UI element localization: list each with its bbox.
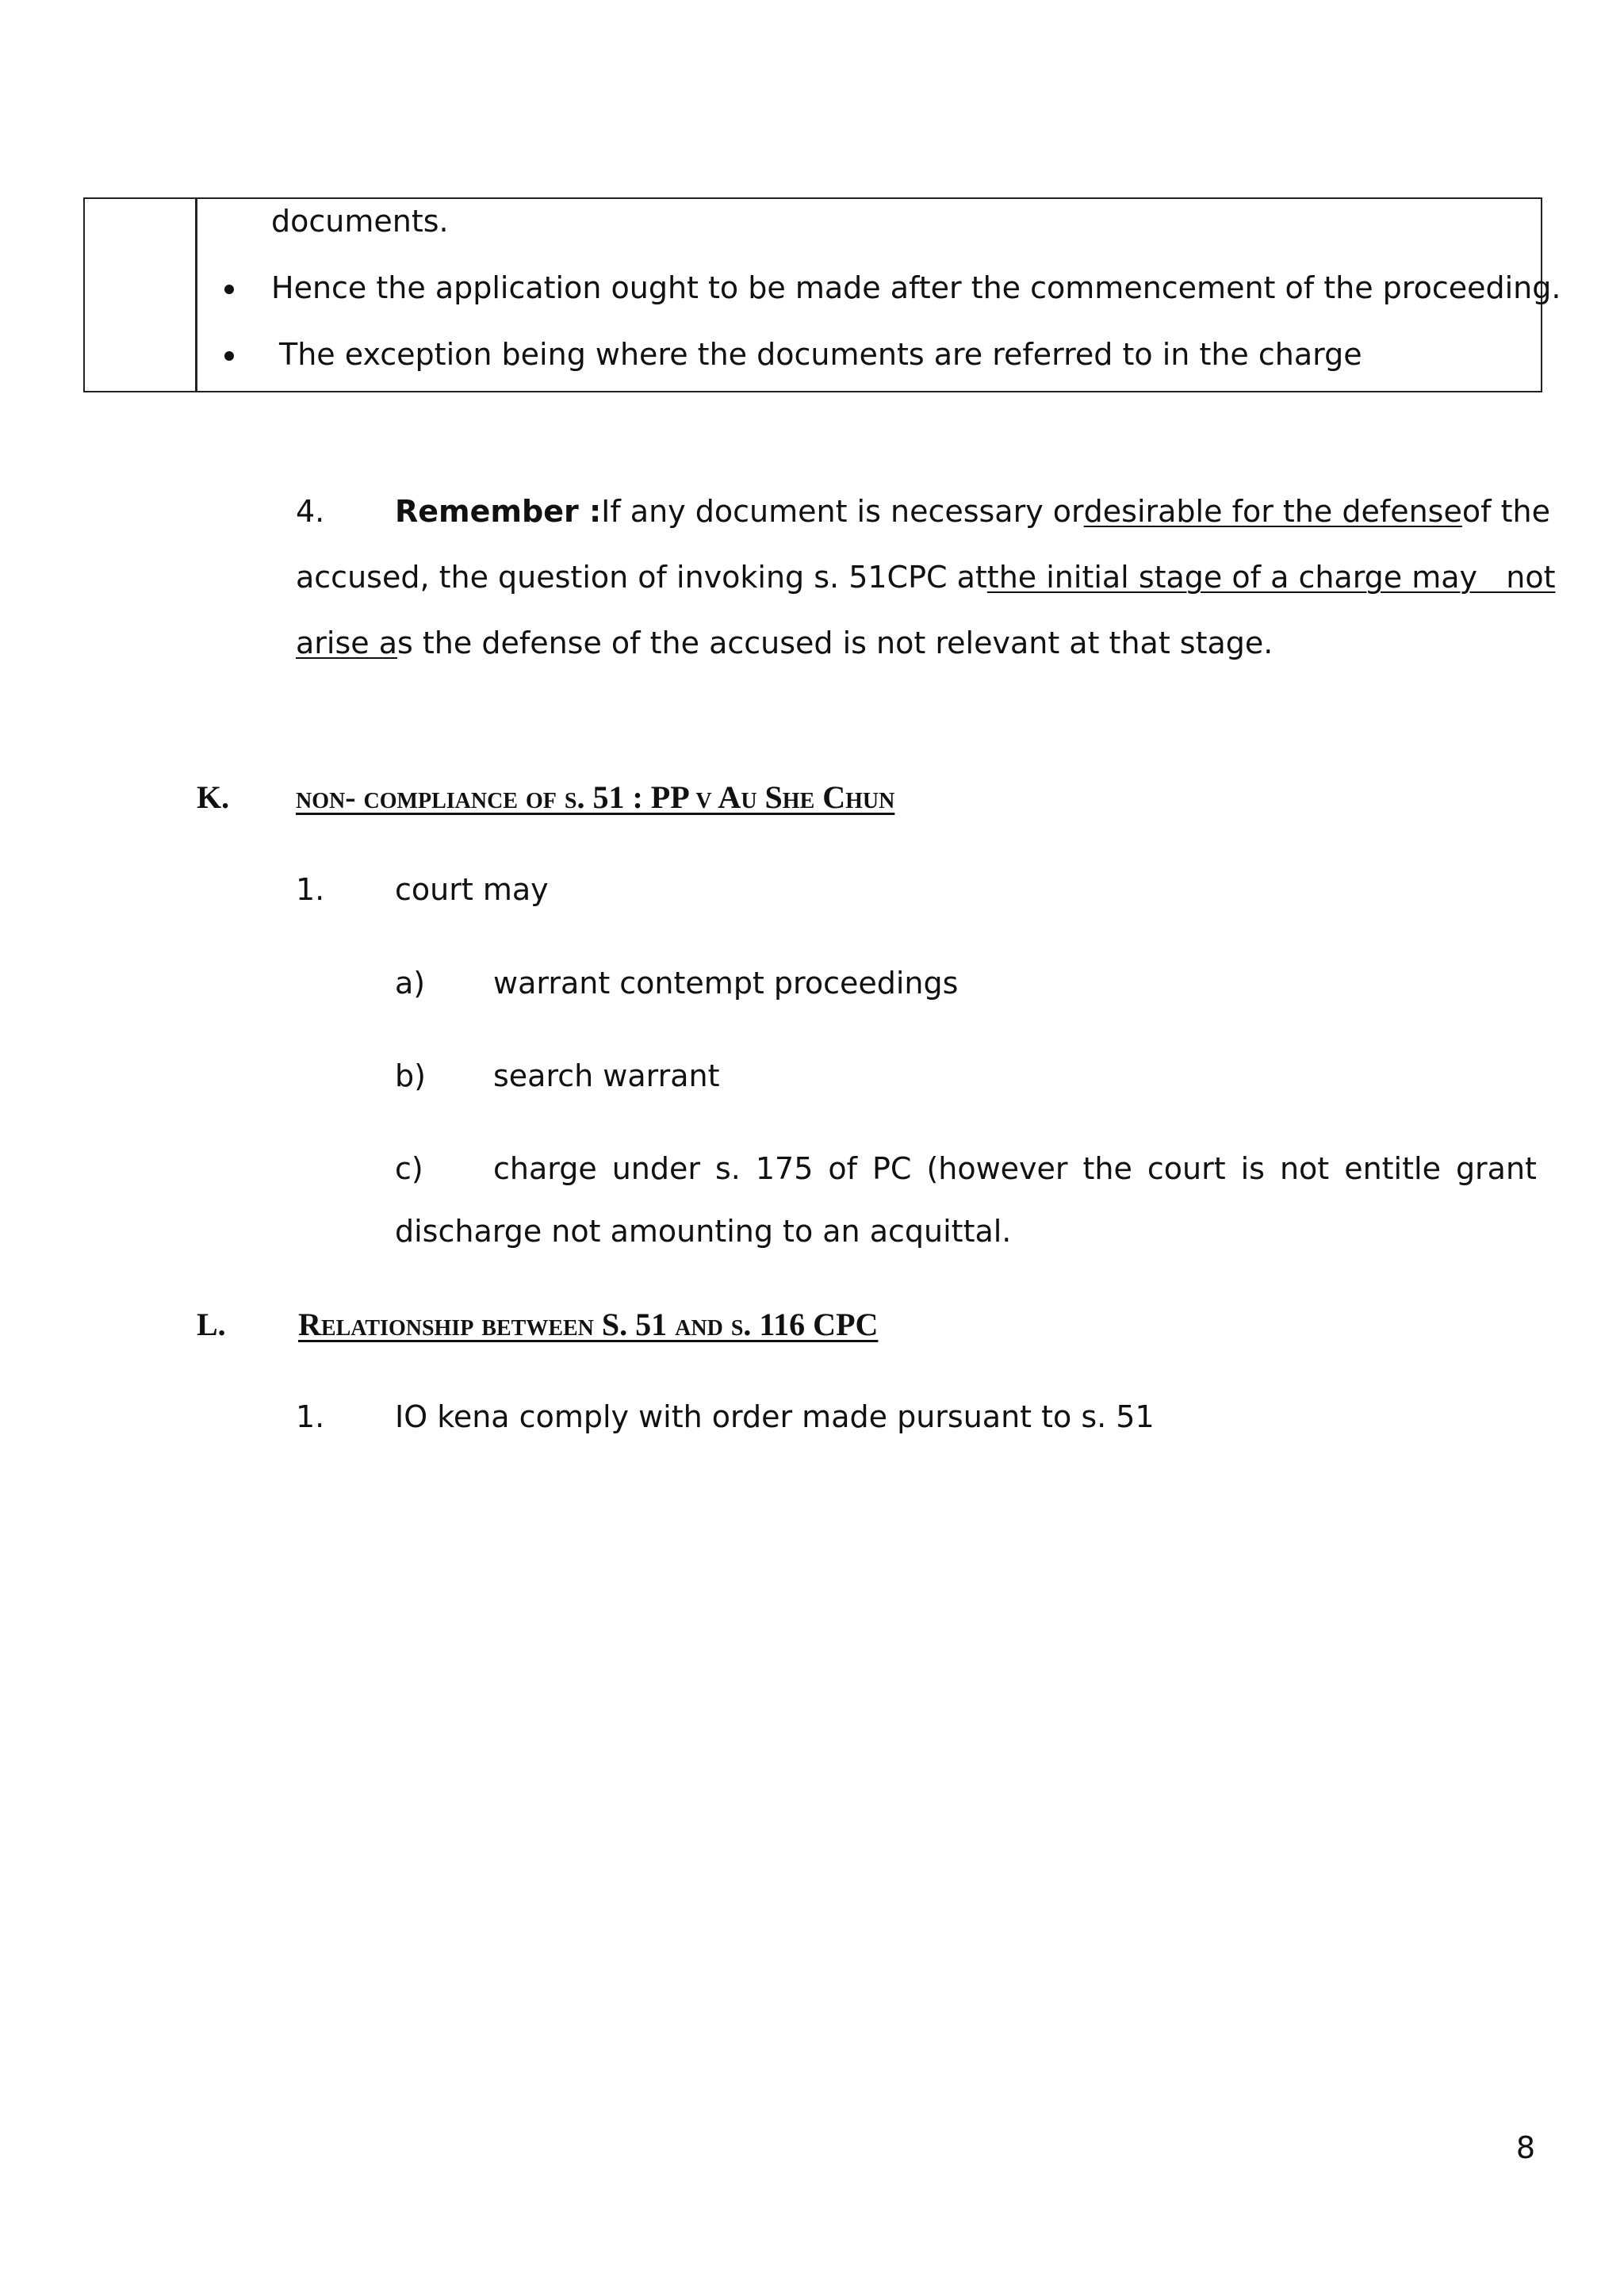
section-k-sub-c-word: court	[1147, 1151, 1226, 1186]
section-l-item-text: IO kena comply with order made pursuant to s. 51	[395, 1399, 1155, 1434]
remember-underline-initial-stage: the initial stage of a charge may not	[986, 560, 1556, 595]
section-k-sub-c-word: under	[611, 1151, 700, 1186]
remember-line-1	[395, 493, 1550, 530]
section-k-sub-c-word: is	[1240, 1151, 1265, 1186]
section-k-sub-a-text: warrant contempt proceedings	[493, 966, 959, 1001]
remember-text-1b: of the	[1461, 494, 1550, 529]
section-l-item-number: 1.	[296, 1399, 325, 1434]
section-k-letter: K.	[197, 779, 230, 815]
section-l-letter: L.	[197, 1307, 226, 1342]
section-k-sub-c-word: entitle	[1344, 1151, 1441, 1186]
table-bullet-exception: The exception being where the documents are referred to in the charge	[279, 337, 1362, 372]
section-k-sub-c-word: of	[828, 1151, 858, 1186]
remember-underline-defense: desirable for the defense	[1083, 494, 1462, 529]
remember-label: Remember :	[395, 494, 602, 529]
remember-text-2a: accused, the question of invoking s. 51CPC at	[296, 560, 987, 595]
section-k-sub-c-word: charge	[493, 1151, 597, 1186]
section-k-sub-c-label: c)	[395, 1151, 423, 1186]
section-k-title: non- compliance of s. 51 : PP v Au She Chun	[296, 779, 895, 815]
section-k-sub-a-label: a)	[395, 966, 426, 1001]
section-k-sub-c-word: 175	[755, 1151, 814, 1186]
bullet-icon	[224, 285, 234, 294]
section-k-item-number: 1.	[296, 872, 325, 907]
section-k-sub-c-word: s.	[714, 1151, 741, 1186]
section-k-sub-c-word: (however	[926, 1151, 1068, 1186]
section-k-sub-c-word: the	[1082, 1151, 1132, 1186]
section-k-sub-b-text: search warrant	[493, 1058, 720, 1093]
section-k-sub-c-line-2: discharge not amounting to an acquittal.	[395, 1214, 1012, 1249]
remember-line-2	[296, 559, 1556, 595]
remember-text-3b: s the defense of the accused is not relevant at that stage.	[397, 626, 1274, 660]
bullet-icon	[224, 351, 234, 361]
page-number: 8	[1515, 2130, 1535, 2165]
section-k-sub-c-word: PC	[872, 1151, 912, 1186]
remember-underline-arise: arise a	[296, 626, 398, 660]
table-cell-text-documents: documents.	[271, 204, 449, 239]
table-column-divider	[195, 199, 197, 391]
section-l-title: Relationship between S. 51 and s. 116 CPC	[298, 1307, 879, 1342]
remember-text-1a: If any document is necessary or	[601, 494, 1084, 529]
section-k-sub-c-line-1	[493, 1150, 1537, 1187]
table-bullet-application-timing: Hence the application ought to be made after the commencement of the proceeding.	[271, 270, 1561, 305]
section-k-sub-c-word: not	[1279, 1151, 1330, 1186]
remember-line-3	[296, 625, 1273, 661]
section-k-item-text: court may	[395, 872, 549, 907]
section-k-sub-c-word: grant	[1455, 1151, 1537, 1186]
section-k-sub-b-label: b)	[395, 1058, 426, 1093]
remember-item-number: 4.	[296, 494, 325, 529]
